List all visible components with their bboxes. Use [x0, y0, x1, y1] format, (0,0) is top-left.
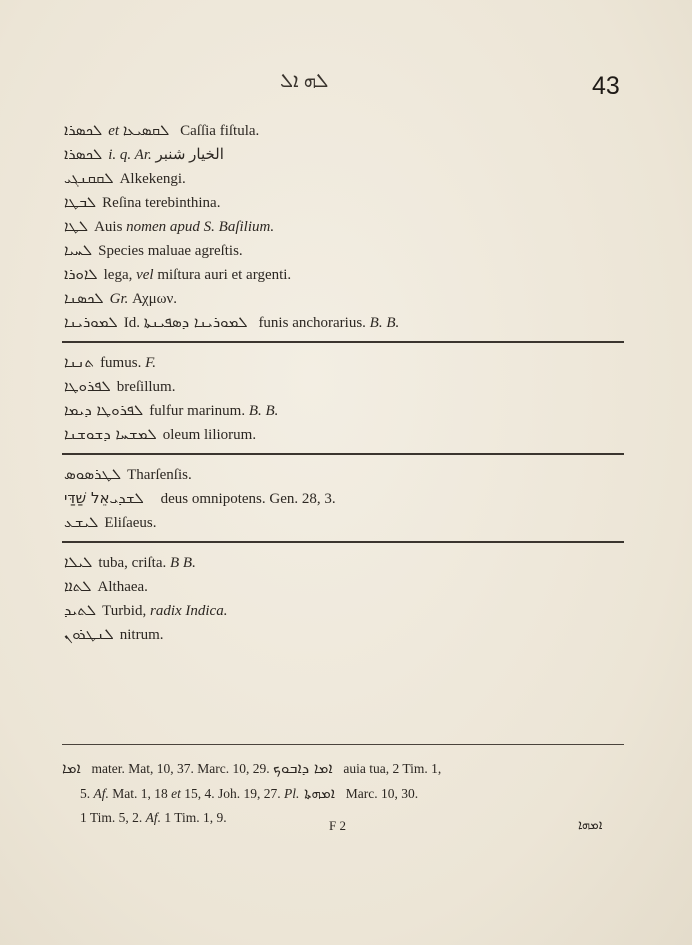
catchword: ܐܡܗܐ	[578, 818, 603, 833]
italic-text: i. q. Ar.	[108, 147, 156, 163]
signature-mark: F 2	[329, 818, 346, 833]
syriac-headword: ܠܡܫܚܐ ܕܫܘܫܢܐ	[64, 425, 157, 443]
section-rule	[62, 341, 624, 343]
running-header: ܠܗ ܐܠ	[280, 70, 329, 92]
entry-line	[64, 550, 624, 574]
syriac-headword: ܠܬܐܐ	[64, 577, 92, 595]
latin-text: funis anchorarius.	[258, 315, 370, 331]
latin-text: auia tua, 2 Tim. 1,	[343, 761, 442, 776]
entry-line	[64, 486, 624, 510]
syriac-headword: ܠܢܛܪܘܢ	[64, 625, 114, 643]
latin-text: miſtura auri et argenti.	[153, 267, 292, 283]
syriac-headword: ܠܦܪܘܛܐ ܕܝܡܐ	[64, 401, 144, 419]
entry-line	[64, 622, 624, 646]
italic-text: Af.	[145, 810, 162, 825]
latin-text: breſillum.	[116, 379, 176, 395]
italic-text: B. B.	[248, 403, 279, 419]
entry-line	[64, 422, 624, 446]
latin-text: Althaea.	[97, 579, 148, 595]
entry-line	[64, 310, 624, 334]
page-number: 43	[592, 72, 620, 100]
latin-text: lega,	[103, 267, 137, 283]
latin-text: fumus.	[100, 355, 146, 371]
entry-line	[64, 190, 624, 214]
italic-text: et	[108, 123, 123, 139]
latin-text: 1 Tim. 5, 2.	[80, 810, 146, 825]
italic-text: Gr.	[109, 291, 133, 307]
latin-text: Marc. 10, 30.	[345, 786, 419, 801]
italic-text: B. B.	[369, 315, 400, 331]
entry-line	[64, 462, 624, 486]
section-rule	[62, 453, 624, 455]
latin-text: Species maluae agreſtis.	[98, 243, 243, 259]
syriac-term: ܠܡܘܪܝܢܐ ܕܣܦܝܢܬܐ	[143, 313, 253, 331]
latin-text: 15, 4. Joh. 19, 27.	[180, 786, 285, 801]
entry-line	[64, 166, 624, 190]
entry-line	[64, 286, 624, 310]
italic-text: B B.	[170, 555, 196, 571]
latin-text: الخيار شنبر	[155, 147, 224, 163]
latin-text: Reſina terebinthina.	[102, 195, 221, 211]
latin-text: mater. Mat, 10, 37. Marc. 10, 29.	[91, 761, 274, 776]
syriac-headword: ܠܚܝܐ	[64, 241, 93, 259]
syriac-term: ܐܡܐ ܕܐܒܘܟ	[273, 759, 338, 777]
syriac-headword: ܠܒܛܐ	[64, 193, 97, 211]
latin-text: Alkekengi.	[119, 171, 186, 187]
entry-line	[64, 510, 624, 534]
entry-line	[64, 350, 624, 374]
italic-text: Af.	[93, 786, 109, 801]
entry-line	[64, 118, 624, 142]
entry-line	[64, 574, 624, 598]
italic-text: vel	[136, 267, 154, 283]
syriac-headword: ܠܟܣܢܐ	[64, 289, 104, 307]
dictionary-entries	[64, 118, 624, 646]
latin-text: tuba, criſta.	[98, 555, 170, 571]
syriac-headword: ܠܩܩܢܓܝ	[64, 169, 114, 187]
syriac-headword: ܠܫܕܝ	[109, 489, 144, 507]
latin-text: deus omnipotens. Gen. 28, 3.	[160, 491, 336, 507]
latin-text: Turbid,	[102, 603, 150, 619]
syriac-term: אֵל שַׁדַּי	[64, 489, 155, 507]
italic-text: nomen apud S. Baſilium.	[126, 219, 275, 235]
entry-line	[64, 262, 624, 286]
latin-text: Id.	[123, 315, 144, 331]
latin-text: Eliſaeus.	[104, 515, 157, 531]
footnote-line	[62, 781, 628, 806]
latin-text: fulfur marinum.	[149, 403, 249, 419]
italic-text: Pl.	[284, 786, 300, 801]
entry-line	[64, 238, 624, 262]
syriac-headword: ܠܟܣܪܐ	[64, 121, 103, 139]
syriac-headword: ܠܛܪܣܘܣ	[64, 465, 122, 483]
entry-line	[64, 374, 624, 398]
latin-text: Mat. 1, 18	[108, 786, 172, 801]
latin-text: Tharſenſis.	[127, 467, 192, 483]
footnote-divider	[62, 744, 624, 745]
syriac-headword: ܠܛܐ	[64, 217, 89, 235]
syriac-headword: ܠܬܝܕ	[64, 601, 97, 619]
syriac-headword: ܠܝܠܐ	[64, 553, 93, 571]
footnote-line	[62, 756, 628, 781]
latin-text: Αχμων.	[132, 291, 178, 307]
italic-text: F.	[145, 355, 157, 371]
syriac-headword: ܠܡܘܪܝܢܐ	[64, 313, 118, 331]
syriac-term: ܐܡܗܬܐ	[299, 784, 340, 802]
syriac-term: ܠܩܣܝܥܐ	[122, 121, 175, 139]
entry-line	[64, 398, 624, 422]
italic-text: et	[171, 786, 181, 801]
syriac-headword: ܠܐܘܪܐ	[64, 265, 98, 283]
syriac-headword: ܠܦܪܘܛܐ	[64, 377, 111, 395]
section-rule	[62, 541, 624, 543]
entry-line	[64, 142, 624, 166]
latin-text: nitrum.	[119, 627, 164, 643]
latin-text: Caſſia fiſtula.	[180, 123, 260, 139]
entry-line	[64, 598, 624, 622]
syriac-term: ܐܡܐ	[62, 759, 86, 777]
latin-text: 1 Tim. 1, 9.	[161, 810, 227, 825]
latin-text: 5.	[80, 786, 94, 801]
syriac-headword: ܠܟܣܪܐ	[64, 145, 103, 163]
latin-text: Auis	[94, 219, 127, 235]
entry-line	[64, 214, 624, 238]
syriac-headword: ܬܢܢܐ	[64, 353, 95, 371]
syriac-headword: ܠܝܫܥ	[64, 513, 99, 531]
italic-text: radix Indica.	[149, 603, 228, 619]
latin-text: oleum liliorum.	[162, 427, 257, 443]
